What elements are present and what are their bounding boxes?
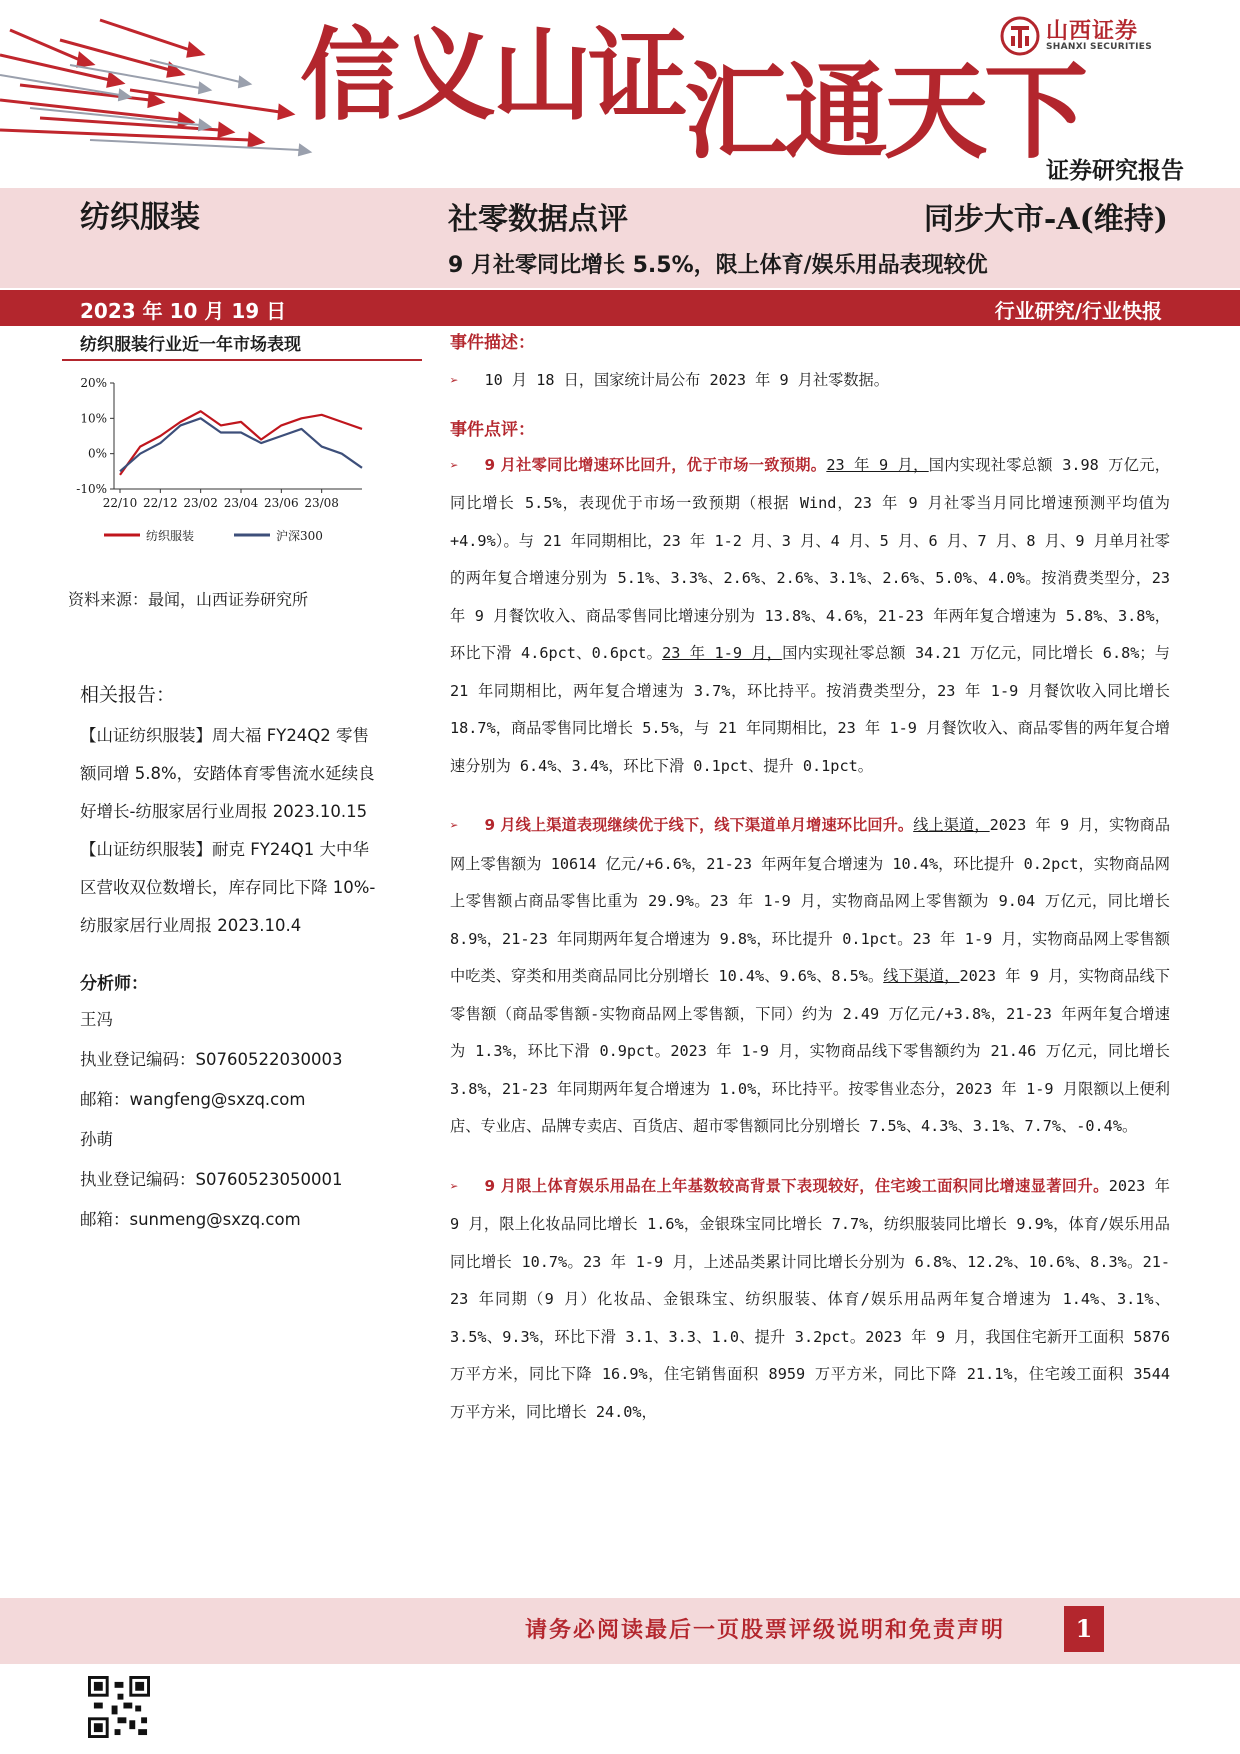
paragraph-text: 2023 年 9 月，实物商品网上零售额为 10614 亿元/+6.6%，21-23 年两年复合增速为 10.4%，环比提升 0.2pct，实物商品网上零售额占商品零售比重为 29.9%。23 年 1-9 月，实物商品网上零售额为 9.04 万亿元，同比增长 8.9%，21-23 年同期两年复合增速为 9.8%，环比提升 0.1pct。23 年 1-9 月，实物商品网上零售额中吃类、穿类和用类商品同比分别增长 10.4%、9.6%、8.5%。 [450, 816, 1171, 985]
legend-label: 纺织服装 [146, 529, 195, 543]
y-tick-label: 10% [80, 411, 107, 426]
comment-paragraph-3 [450, 1168, 1170, 1432]
report-title: 社零数据点评 [448, 202, 628, 237]
event-description-text: 10 月 18 日，国家统计局公布 2023 年 9 月社零数据。 [484, 371, 889, 389]
related-report-line[interactable]: 区营收双位数增长，库存同比下降 10%- [80, 878, 376, 897]
y-tick-label: -10% [76, 482, 107, 496]
chart-title: 纺织服装行业近一年市场表现 [62, 326, 422, 361]
x-tick-label: 22/10 [102, 496, 138, 510]
series-lines [120, 411, 362, 475]
analyst-license: 执业登记编码：S0760522030003 [80, 1050, 343, 1069]
paragraph-lead: 9 月限上体育娱乐用品在上年基数较高背景下表现较好，住宅竣工面积同比增速显著回升。 [484, 1176, 1109, 1195]
underlined-phrase: 线下渠道， [883, 967, 960, 985]
sector-label: 纺织服装 [80, 200, 200, 235]
qr-code-icon[interactable] [88, 1676, 150, 1738]
related-report-line[interactable]: 额同增 5.8%，安踏体育零售流水延续良 [80, 764, 375, 783]
report-category: 行业研究/行业快报 [994, 299, 1162, 323]
disclaimer-notice: 请务必阅读最后一页股票评级说明和免责声明 [525, 1617, 1006, 1643]
market-performance-chart [62, 371, 402, 571]
analyst-email[interactable]: 邮箱：sunmeng@sxzq.com [80, 1210, 301, 1229]
slogan-part1: 信义山证 [300, 16, 684, 134]
x-tick-label: 23/04 [223, 496, 259, 510]
related-reports-heading: 相关报告： [80, 684, 176, 706]
logo-name-en: SHANXI SECURITIES [1046, 42, 1152, 52]
x-axis [103, 489, 362, 510]
logo-mark-icon [1000, 16, 1040, 56]
underlined-phrase: 23 年 1-9 月， [662, 644, 783, 662]
y-tick-label: 20% [80, 376, 107, 390]
related-report-line[interactable]: 纺服家居行业周报 2023.10.4 [80, 916, 302, 935]
underlined-phrase: 23 年 9 月， [826, 455, 929, 474]
bullet-icon: ➢ [450, 373, 459, 389]
paragraph-text: 国内实现社零总额 3.98 万亿元，同比增长 5.5%，表现优于市场一致预期（根据 Wind，23 年 9 月社零当月同比增速预测平均值为+4.9%）。与 21 年同期相比，23 年 1-2 月、3 月、4 月、5 月、6 月、7 月、8 月、9 月单月社零的两年复合增速分别为 5.1%、3.3%、2.6%、2.6%、3.1%、2.6%、5.0%、4.0%。按消费类型分，23 年 9 月餐饮收入、商品零售同比增速分别为 13.8%、4.6%，21-23 年两年复合增速为 5.8%、3.8%，环比下滑 4.6pct、0.6pct。 [450, 455, 1170, 662]
analyst-email[interactable]: 邮箱：wangfeng@sxzq.com [80, 1090, 306, 1109]
chart-legend [104, 528, 323, 543]
report-date: 2023 年 10 月 19 日 [80, 299, 287, 323]
company-logo [1000, 14, 1200, 58]
report-subtitle: 9 月社零同比增长 5.5%，限上体育/娱乐用品表现较优 [448, 253, 988, 278]
related-report-line[interactable]: 【山证纺织服装】周大福 FY24Q2 零售 [80, 726, 370, 745]
x-tick-label: 23/06 [264, 496, 299, 510]
paragraph-text: 2023 年 9 月，限上化妆品同比增长 1.6%，金银珠宝同比增长 7.7%，纺织服装同比增长 9.9%，体育/娱乐用品同比增长 10.7%。23 年 1-9 月，上述品类累计同比增长分别为 6.8%、12.2%、10.6%、8.3%。21-23 年同期（9 月）化妆品、金银珠宝、纺织服装、体育/娱乐用品两年复合增速为 1.4%、3.1%、3.5%、9.3%，环比下滑 3.1、3.3、1.0、提升 3.2pct。2023 年 9 月，我国住宅新开工面积 5876 万平方米，同比下降 16.9%，住宅销售面积 8959 万平方米，同比下降 21.1%，住宅竣工面积 3544 万平方米，同比增长 24.0%， [450, 1176, 1170, 1421]
paragraph-text: 国内实现社零总额 34.21 万亿元，同比增长 6.8%；与 21 年同期相比，两年复合增速为 3.7%，环比持平。按消费类型分，23 年 1-9 月餐饮收入同比增长 18.7%，商品零售同比增长 5.5%，与 21 年同期相比，23 年 1-9 月餐饮收入、商品零售的两年复合增速分别为 6.4%、3.4%，环比下滑 0.1pct、提升 0.1pct。 [450, 644, 1170, 775]
x-tick-label: 23/08 [304, 496, 339, 510]
report-type-label: 证券研究报告 [1046, 158, 1184, 184]
series-line-textile [120, 411, 362, 475]
brand-slogan [300, 16, 1085, 173]
y-axis [76, 376, 114, 496]
analysts-list [62, 1000, 422, 1240]
event-description-heading: 事件描述： [450, 333, 535, 353]
analyst-license: 执业登记编码：S0760523050001 [80, 1170, 343, 1189]
related-report-line[interactable]: 好增长-纺服家居行业周报 2023.10.15 [80, 802, 368, 821]
footer-band [0, 1598, 1240, 1664]
y-tick-label: 0% [87, 446, 107, 461]
left-column [62, 326, 422, 1240]
related-reports-list [62, 717, 422, 945]
logo-name-cn: 山西证券 [1046, 19, 1139, 44]
paragraph-lead: 9 月线上渠道表现继续优于线下，线下渠道单月增速环比回升。 [484, 816, 914, 834]
bullet-icon: ➢ [450, 457, 459, 474]
right-column [450, 330, 1170, 1431]
page-number: 1 [1064, 1606, 1104, 1652]
analyst-name: 王冯 [80, 1010, 113, 1029]
paragraph-lead: 9 月社零同比增速环比回升，优于市场一致预期。 [484, 455, 827, 474]
comment-paragraph-2 [450, 807, 1170, 1146]
series-line-hs300 [120, 418, 362, 471]
rating-label: 同步大市-A(维持) [923, 202, 1168, 237]
bullet-icon: ➢ [450, 818, 459, 834]
x-tick-label: 23/02 [183, 496, 218, 510]
chart-source: 资料来源：最闻，山西证券研究所 [68, 590, 309, 609]
x-tick-label: 22/12 [143, 496, 178, 510]
bullet-icon: ➢ [450, 1178, 459, 1195]
legend-label: 沪深300 [276, 529, 323, 543]
comment-paragraph-1 [450, 447, 1170, 786]
event-description-paragraph [450, 362, 1170, 401]
analysts-heading: 分析师： [80, 974, 148, 994]
underlined-phrase: 线上渠道， [913, 816, 990, 834]
related-report-line[interactable]: 【山证纺织服装】耐克 FY24Q1 大中华 [80, 840, 370, 859]
title-band [0, 188, 1240, 288]
paragraph-text: 2023 年 9 月，实物商品线下零售额（商品零售额-实物商品网上零售额，下同）约为 2.49 万亿元/+3.8%，21-23 年两年复合增速为 1.3%，环比下滑 0.9pct。2023 年 1-9 月，实物商品线下零售额约为 21.46 万亿元，同比增长 3.8%，21-23 年同期两年复合增速为 1.0%，环比持平。按零售业态分，2023 年 1-9 月限额以上便利店、专业店、品牌专卖店、百货店、超市零售额同比分别增长 7.5%、4.3%、3.1%、7.7%、-0.4%。 [450, 967, 1170, 1135]
event-comment-heading: 事件点评： [450, 419, 535, 440]
slogan-part2: 汇通天下 [684, 50, 1085, 173]
analyst-name: 孙萌 [80, 1130, 113, 1149]
header-banner [0, 0, 1240, 188]
date-bar [0, 290, 1240, 326]
